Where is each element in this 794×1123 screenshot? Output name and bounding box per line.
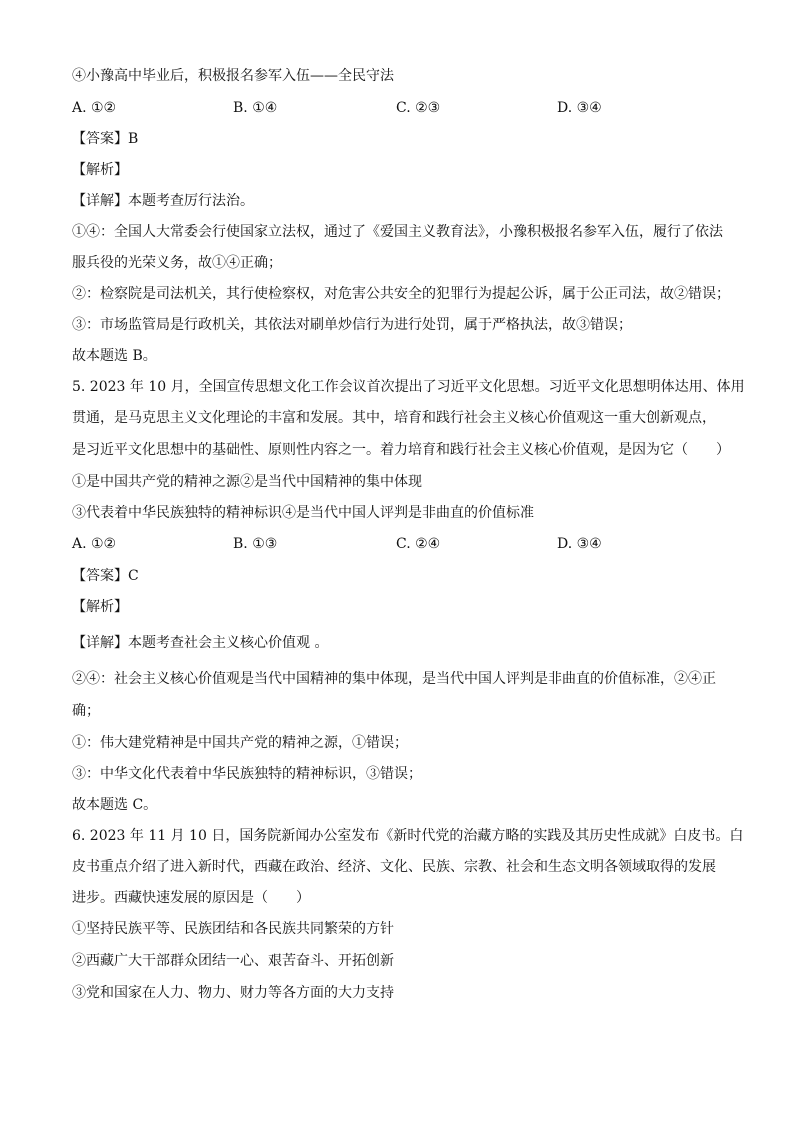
- q5-stem-line-3: 是习近平文化思想中的基础性、原则性内容之一。着力培育和践行社会主义核心价值观，是因为它（ ）: [72, 442, 730, 458]
- q4-explanation-1-line-1: ①④：全国人大常委会行使国家立法权，通过了《爱国主义教育法》，小豫积极报名参军入伍，履行了依法: [72, 224, 723, 240]
- q5-option-d: D. ③④: [557, 536, 602, 552]
- q4-explanation-2: ②：检察院是司法机关，其行使检察权，对危害公共安全的犯罪行为提起公诉，属于公正司法，故②错误；: [72, 286, 730, 302]
- q6-stem-line-1: 6. 2023 年 11 月 10 日，国务院新闻办公室发布《新时代党的治藏方略的实践及其历史性成就》白皮书。白: [72, 828, 744, 844]
- q5-stem-line-1: 5. 2023 年 10 月，全国宣传思想文化工作会议首次提出了习近平文化思想。习近平文化思想明体达用、体用: [72, 379, 745, 395]
- q5-explanation-2: ①：伟大建党精神是中国共产党的精神之源，①错误；: [72, 735, 408, 751]
- q5-explanation-1-line-2: 确；: [72, 703, 100, 719]
- q4-conclusion: 故本题选 B。: [72, 348, 157, 364]
- q4-explanation-1-line-2: 服兵役的光荣义务，故①④正确；: [72, 255, 282, 271]
- q4-item-4: ④小豫高中毕业后，积极报名参军入伍——全民守法: [72, 68, 394, 84]
- q5-option-a: A. ①②: [72, 536, 117, 552]
- q4-analysis-label: 【解析】: [72, 162, 128, 178]
- q5-detail: 【详解】本题考查社会主义核心价值观 。: [72, 635, 329, 651]
- q5-stem-line-2: 贯通，是马克思主义文化理论的丰富和发展。其中，培育和践行社会主义核心价值观这一重大创新观点，: [72, 410, 716, 426]
- q6-item-1: ①坚持民族平等、民族团结和各民族共同繁荣的方针: [72, 921, 394, 937]
- q5-explanation-3: ③：中华文化代表着中华民族独特的精神标识，③错误；: [72, 766, 422, 782]
- q5-option-c: C. ②④: [396, 536, 441, 552]
- q4-option-b: B. ①④: [233, 100, 278, 116]
- q5-conclusion: 故本题选 C。: [72, 797, 158, 813]
- q6-item-3: ③党和国家在人力、物力、财力等各方面的大力支持: [72, 985, 394, 1001]
- q5-answer: 【答案】C: [72, 568, 139, 584]
- q4-answer: 【答案】B: [72, 131, 139, 147]
- q6-stem-line-3: 进步。西藏快速发展的原因是（ ）: [72, 890, 310, 906]
- q6-item-2: ②西藏广大干部群众团结一心、艰苦奋斗、开拓创新: [72, 953, 394, 969]
- q4-detail: 【详解】本题考查厉行法治。: [72, 193, 254, 209]
- q4-option-c: C. ②③: [396, 100, 441, 116]
- q5-explanation-1-line-1: ②④：社会主义核心价值观是当代中国精神的集中体现，是当代中国人评判是非曲直的价值标准，②④正: [72, 671, 716, 687]
- q4-option-d: D. ③④: [557, 100, 602, 116]
- q5-items-line-2: ③代表着中华民族独特的精神标识④是当代中国人评判是非曲直的价值标准: [72, 505, 534, 521]
- q6-stem-line-2: 皮书重点介绍了进入新时代，西藏在政治、经济、文化、民族、宗教、社会和生态文明各领域取得的发展: [72, 859, 716, 875]
- q4-option-a: A. ①②: [72, 100, 117, 116]
- q5-items-line-1: ①是中国共产党的精神之源②是当代中国精神的集中体现: [72, 474, 422, 490]
- q5-analysis-label: 【解析】: [72, 599, 128, 615]
- q4-explanation-3: ③：市场监管局是行政机关，其依法对刷单炒信行为进行处罚，属于严格执法，故③错误；: [72, 317, 632, 333]
- q5-option-b: B. ①③: [233, 536, 278, 552]
